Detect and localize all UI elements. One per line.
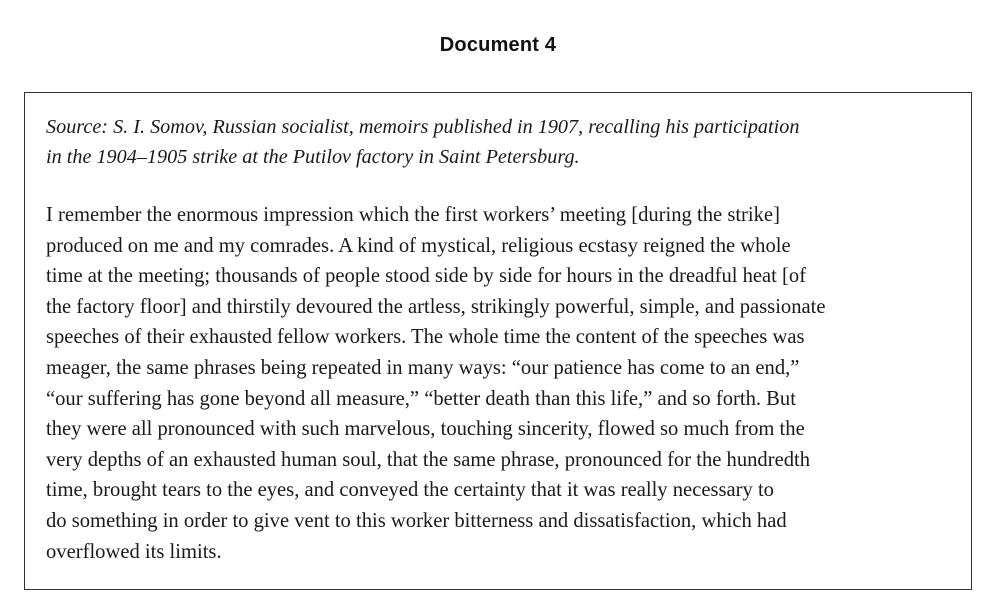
document-title: Document 4: [439, 34, 557, 56]
body-line: do something in order to give vent to this worker bitterness and dissatisfaction, which had: [46, 509, 787, 532]
body-line: overflowed its limits.: [46, 540, 222, 563]
source-line: in the 1904–1905 strike at the Putilov factory in Saint Petersburg.: [46, 146, 580, 168]
body-line: meager, the same phrases being repeated in many ways: “our patience has come to an end,”: [46, 356, 800, 379]
document-source: [46, 112, 956, 172]
source-line: Source: S. I. Somov, Russian socialist, memoirs published in 1907, recalling his participation: [46, 116, 800, 138]
body-line: the factory floor] and thirstily devoured the artless, strikingly powerful, simple, and passionate: [46, 295, 826, 318]
body-line: I remember the enormous impression which the first workers’ meeting [during the strike]: [46, 204, 780, 226]
body-line: time, brought tears to the eyes, and conveyed the certainty that it was really necessary to: [46, 479, 774, 502]
body-line: produced on me and my comrades. A kind of mystical, religious ecstasy reigned the whole: [46, 234, 791, 257]
document-body: [46, 200, 958, 567]
body-line: “our suffering has gone beyond all measure,” “better death than this life,” and so forth. But: [46, 387, 796, 410]
body-line: very depths of an exhausted human soul, that the same phrase, pronounced for the hundredth: [46, 448, 811, 471]
body-line: they were all pronounced with such marvelous, touching sincerity, flowed so much from the: [46, 418, 805, 441]
body-line: speeches of their exhausted fellow workers. The whole time the content of the speeches was: [46, 326, 805, 349]
body-line: time at the meeting; thousands of people stood side by side for hours in the dreadful heat [of: [46, 265, 807, 288]
